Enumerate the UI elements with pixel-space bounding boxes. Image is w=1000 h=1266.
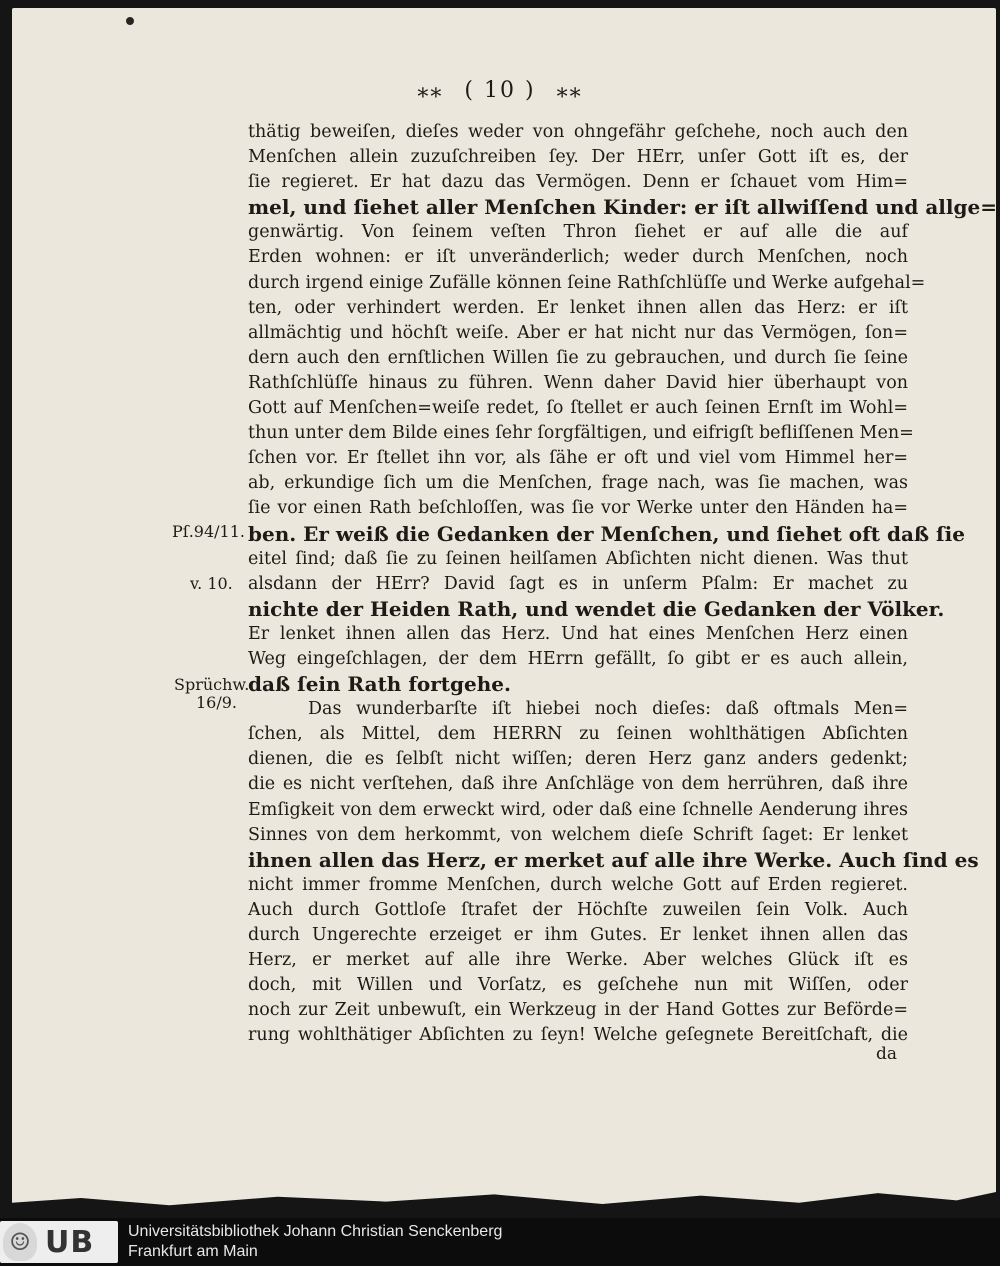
text-line: durch irgend einige Zufälle können ſeine Rathſchlüſſe und Werke aufgehal=	[248, 272, 926, 293]
text-line: allmächtig und höchſt weiſe. Aber er hat nicht nur das Vermögen, ſon=	[248, 322, 908, 343]
library-info	[128, 1222, 502, 1262]
text-line: Er lenket ihnen allen das Herz. Und hat eines Menſchen Herz einen	[248, 623, 908, 644]
text-line: eitel ſind; daß ſie zu ſeinen heilſamen Abſichten nicht dienen. Was thut	[248, 548, 908, 569]
text-line: ben. Er weiß die Gedanken der Menſchen, und ſiehet oft daß ſie	[248, 521, 965, 546]
text-line: Sinnes von dem herkommt, von welchem dieſe Schrift ſaget: Er lenket	[248, 824, 908, 845]
text-line: Auch durch Gottloſe ſtrafet der Höchſte zuweilen ſein Volk. Auch	[248, 899, 908, 920]
page-number: ( 10 )	[464, 78, 536, 103]
text-line: Rathſchlüſſe hinaus zu führen. Wenn daher David hier überhaupt von	[248, 372, 908, 393]
text-line: alsdann der HErr? David ſagt es in unſerm Pſalm: Er machet zu	[248, 573, 908, 594]
ink-spot	[126, 17, 134, 25]
page-header	[0, 78, 1000, 103]
text-line: Menſchen allein zuzuſchreiben ſey. Der HErr, unſer Gott iſt es, der	[248, 147, 908, 168]
text-line: thätig beweiſen, dieſes weder von ohngefähr geſchehe, noch auch den	[248, 122, 908, 142]
text-line: Erden wohnen: er iſt unveränderlich; weder durch Menſchen, noch	[248, 247, 908, 268]
text-line: ſchen vor. Er ſtellet ihn vor, als ſähe er oft und viel vom Himmel her=	[248, 448, 908, 469]
text-line: mel, und ſiehet aller Menſchen Kinder: er iſt allwiſſend und allge=	[248, 195, 997, 220]
library-footer	[0, 1218, 1000, 1266]
library-name: Universitätsbibliothek Johann Christian Senckenberg	[128, 1223, 503, 1240]
text-line: nichte der Heiden Rath, und wendet die Gedanken der Völker.	[248, 596, 945, 621]
text-line: ſie regieret. Er hat dazu das Vermögen. Denn er ſchauet vom Him=	[248, 172, 908, 193]
text-line: dienen, die es ſelbſt nicht wiſſen; deren Herz ganz anders gedenkt;	[248, 749, 908, 770]
text-line: Herz, er merket auf alle ihre Werke. Aber welches Glück iſt es	[248, 950, 908, 971]
library-location: Frankfurt am Main	[128, 1243, 258, 1260]
logo-text: UB	[45, 1224, 95, 1260]
text-line: daß ſein Rath fortgehe.	[248, 672, 511, 697]
text-line: dern auch den ernſtlichen Willen ſie zu gebrauchen, und durch ſie ſeine	[248, 347, 908, 368]
margin-note-psalm: Pſ.94/11.	[172, 522, 245, 541]
margin-note-proverbs: Sprüchw.	[174, 675, 250, 694]
header-ornament-right: ⁎⁎	[556, 78, 583, 103]
text-line: ab, erkundige ſich um die Menſchen, frage nach, was ſie machen, was	[248, 473, 908, 494]
text-line: nicht immer fromme Menſchen, durch welche Gott auf Erden regieret.	[248, 874, 908, 895]
library-logo[interactable]	[0, 1221, 118, 1263]
text-line: Emſigkeit von dem erweckt wird, oder daß eine ſchnelle Aenderung ihres	[248, 799, 908, 820]
text-line: Das wunderbarſte iſt hiebei noch dieſes: daß oftmals Men=	[308, 699, 908, 720]
text-line: die es nicht verſtehen, daß ihre Anſchläge von dem herrühren, daß ihre	[248, 774, 908, 795]
text-line: Weg eingeſchlagen, der dem HErrn gefällt, ſo gibt er es auch allein,	[248, 648, 908, 669]
text-line: durch Ungerechte erzeiget er ihm Gutes. Er lenket ihnen allen das	[248, 925, 908, 945]
text-line: doch, mit Willen und Vorſatz, es geſchehe nun mit Wiſſen, oder	[248, 975, 908, 996]
text-line: ihnen allen das Herz, er merket auf alle ihre Werke. Auch ſind es	[248, 847, 979, 872]
text-line: Gott auf Menſchen=weiſe redet, ſo ſtellet er auch ſeinen Ernſt im Wohl=	[248, 398, 908, 419]
text-line: noch zur Zeit unbewuſt, ein Werkzeug in der Hand Gottes zur Beförde=	[248, 1000, 908, 1021]
text-line: ten, oder verhindert werden. Er lenket ihnen allen das Herz: er iſt	[248, 297, 908, 318]
text-line: ſie vor einen Rath beſchloſſen, was ſie vor Werke unter den Händen ha=	[248, 498, 908, 519]
catchword: da	[876, 1044, 898, 1064]
text-line: genwärtig. Von ſeinem veſten Thron ſiehet er auf alle die auf	[248, 222, 908, 243]
text-line: thun unter dem Bilde eines ſehr ſorgfältigen, und eifrigſt befliſſenen Men=	[248, 423, 914, 444]
portrait-icon: ☺	[3, 1223, 37, 1261]
body-text	[248, 120, 997, 1048]
text-line: ſchen, als Mittel, dem HERRN zu ſeinen wohlthätigen Abſichten	[248, 724, 908, 745]
header-ornament-left: ⁎⁎	[417, 78, 444, 103]
margin-note-proverbs-ref: 16/9.	[196, 693, 238, 712]
text-line: rung wohlthätiger Abſichten zu ſeyn! Welche geſegnete Bereitſchaft, die	[248, 1025, 908, 1046]
margin-note-verse: v. 10.	[190, 574, 233, 593]
